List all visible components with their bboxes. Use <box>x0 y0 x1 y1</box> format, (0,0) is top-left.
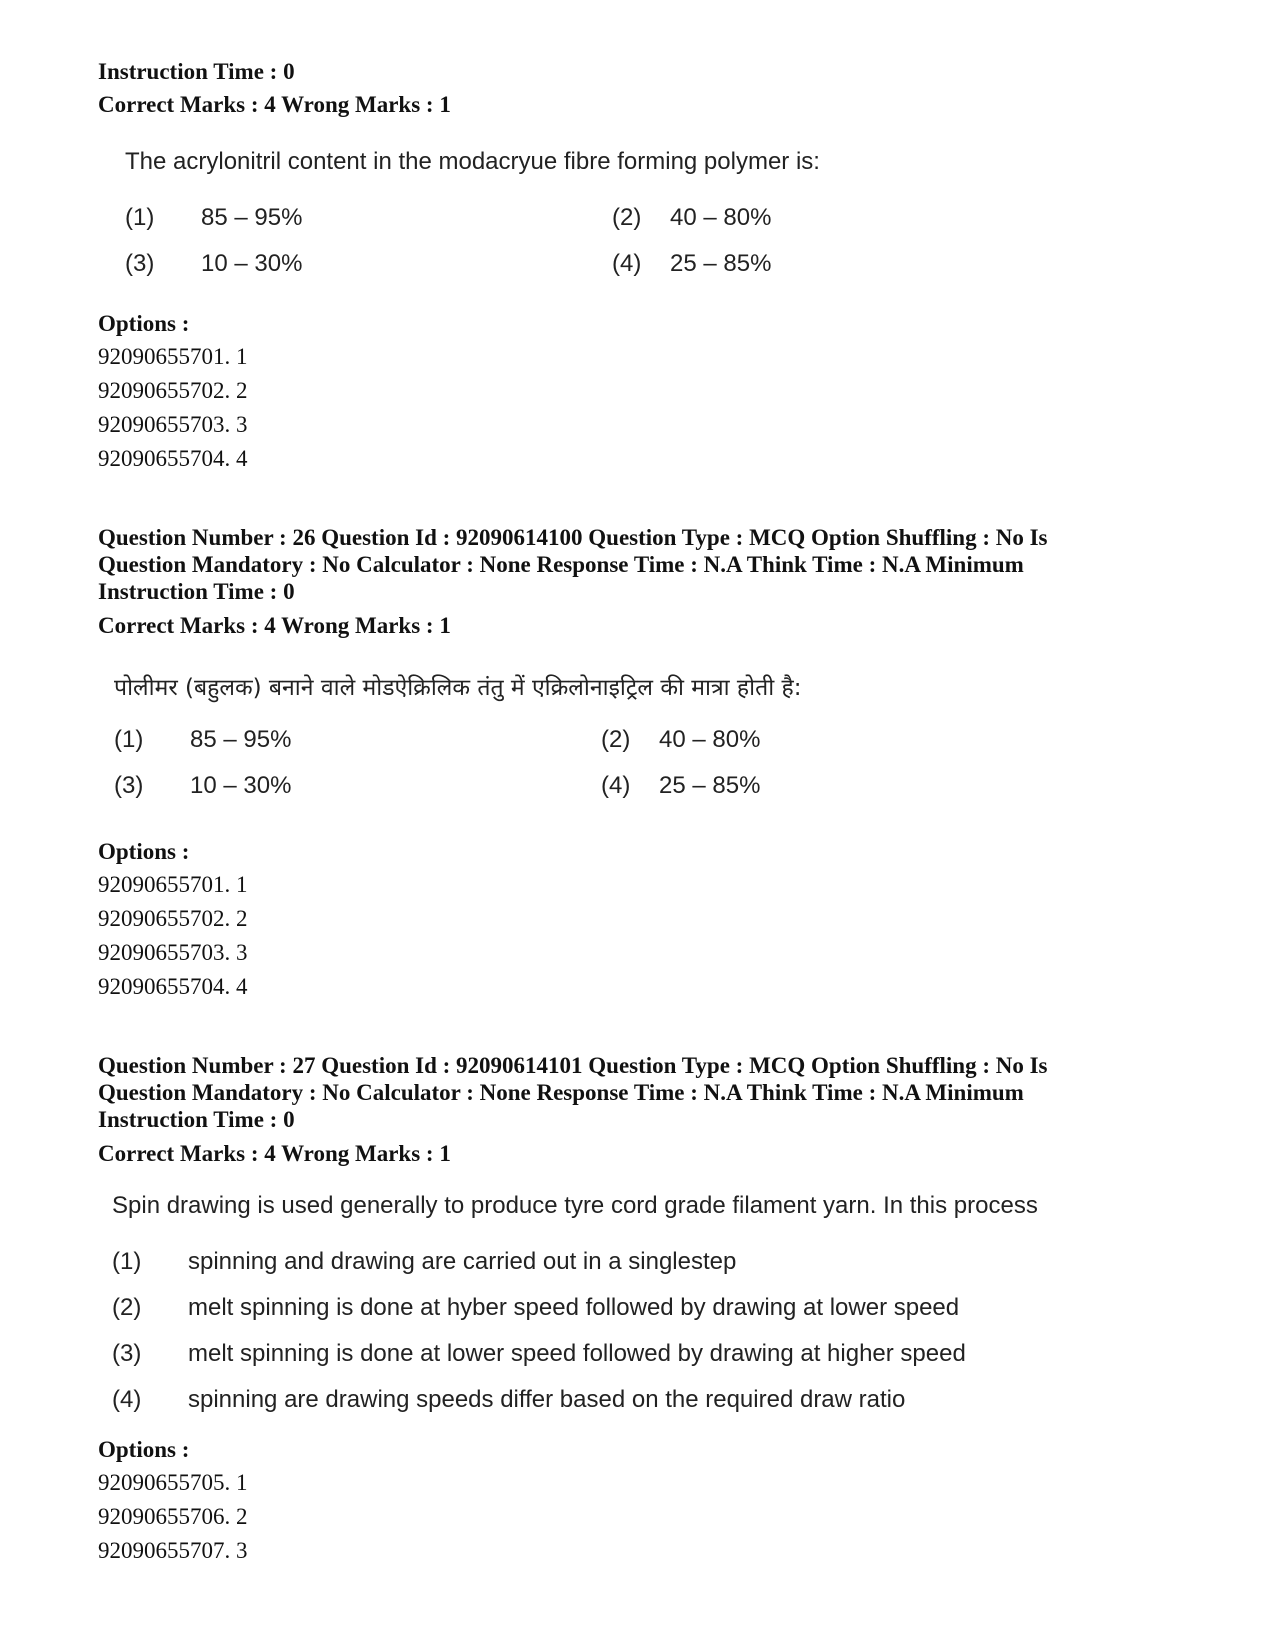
option-line: 92090655705. 1 <box>98 1470 248 1495</box>
option-line: 92090655701. 1 <box>98 872 248 897</box>
q25-options-list <box>98 340 1178 476</box>
q27-marks: Correct Marks : 4 Wrong Marks : 1 <box>98 1141 451 1166</box>
q27-choice-2 <box>112 1294 959 1322</box>
choice-number: (4) <box>112 1386 142 1413</box>
choice-number: (1) <box>114 726 144 753</box>
q26-meta-line3: Instruction Time : 0 <box>98 579 295 604</box>
choice-number: (4) <box>612 250 642 277</box>
q25-choice-3 <box>125 250 302 278</box>
choice-number: (2) <box>112 1294 142 1321</box>
q26-choice-3 <box>114 772 291 800</box>
choice-number: (1) <box>112 1248 142 1275</box>
choice-text: 25 – 85% <box>659 772 761 799</box>
option-line: 92090655706. 2 <box>98 1504 248 1529</box>
choice-text: spinning and drawing are carried out in a singlestep <box>188 1248 737 1275</box>
choice-number: (2) <box>601 726 631 753</box>
q27-meta-line3: Instruction Time : 0 <box>98 1107 295 1132</box>
option-line: 92090655703. 3 <box>98 412 248 437</box>
q27-options-title: Options : <box>98 1437 190 1462</box>
choice-text: 40 – 80% <box>670 204 772 231</box>
option-line: 92090655704. 4 <box>98 974 248 999</box>
q27-options-list <box>98 1466 1178 1568</box>
q26-options-list <box>98 868 1178 1004</box>
q25-instruction-time: Instruction Time : 0 <box>98 59 295 84</box>
choice-number: (3) <box>112 1340 142 1367</box>
choice-text: 10 – 30% <box>190 772 292 799</box>
choice-text: spinning are drawing speeds differ based on the required draw ratio <box>188 1386 906 1413</box>
option-line: 92090655703. 3 <box>98 940 248 965</box>
q26-marks: Correct Marks : 4 Wrong Marks : 1 <box>98 613 451 638</box>
q26-meta-line2: Question Mandatory : No Calculator : None Response Time : N.A Think Time : N.A Minimum <box>98 552 1024 577</box>
choice-text: melt spinning is done at lower speed followed by drawing at higher speed <box>188 1340 966 1367</box>
q26-choice-2 <box>601 726 760 754</box>
q25-marks: Correct Marks : 4 Wrong Marks : 1 <box>98 92 451 117</box>
choice-text: melt spinning is done at hyber speed followed by drawing at lower speed <box>188 1294 960 1321</box>
option-line: 92090655702. 2 <box>98 378 248 403</box>
q25-choice-1 <box>125 204 302 232</box>
option-line: 92090655704. 4 <box>98 446 248 471</box>
q27-meta-line1: Question Number : 27 Question Id : 92090614101 Question Type : MCQ Option Shuffling : No Is <box>98 1053 1048 1078</box>
choice-text: 40 – 80% <box>659 726 761 753</box>
choice-number: (2) <box>612 204 642 231</box>
q27-question-text: Spin drawing is used generally to produce tyre cord grade filament yarn. In this process <box>112 1192 1038 1219</box>
q25-options-title: Options : <box>98 311 190 336</box>
q26-question-text: पोलीमर (बहुलक) बनाने वाले मोडऐक्रिलिक तंतु में एक्रिलोनाइट्रिल की मात्रा होती है: <box>114 675 802 701</box>
q27-choice-3 <box>112 1340 966 1368</box>
q27-choice-1 <box>112 1248 736 1276</box>
option-line: 92090655701. 1 <box>98 344 248 369</box>
q27-meta-line2: Question Mandatory : No Calculator : None Response Time : N.A Think Time : N.A Minimum <box>98 1080 1024 1105</box>
option-line: 92090655707. 3 <box>98 1538 248 1563</box>
q25-question-text: The acrylonitril content in the modacryue fibre forming polymer is: <box>125 148 820 175</box>
q25-choice-2 <box>612 204 771 232</box>
q27-meta <box>98 1052 1178 1133</box>
q26-meta-line1: Question Number : 26 Question Id : 92090614100 Question Type : MCQ Option Shuffling : No Is <box>98 525 1048 550</box>
choice-text: 85 – 95% <box>201 204 303 231</box>
q25-choice-4 <box>612 250 771 278</box>
q26-choice-4 <box>601 772 760 800</box>
choice-number: (3) <box>125 250 155 277</box>
choice-number: (4) <box>601 772 631 799</box>
q26-meta <box>98 524 1178 605</box>
choice-number: (1) <box>125 204 155 231</box>
q26-choice-1 <box>114 726 291 754</box>
option-line: 92090655702. 2 <box>98 906 248 931</box>
choice-text: 25 – 85% <box>670 250 772 277</box>
choice-number: (3) <box>114 772 144 799</box>
q26-options-title: Options : <box>98 839 190 864</box>
choice-text: 10 – 30% <box>201 250 303 277</box>
choice-text: 85 – 95% <box>190 726 292 753</box>
q27-choice-4 <box>112 1386 905 1414</box>
